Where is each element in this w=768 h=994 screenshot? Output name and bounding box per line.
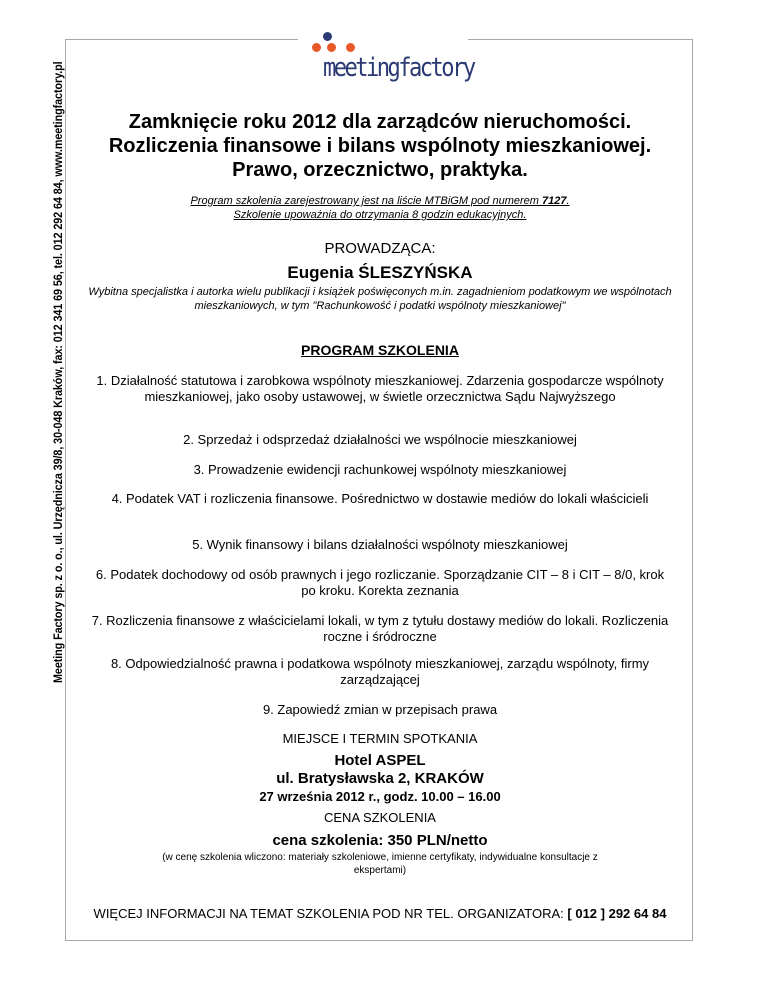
page-title [80, 110, 680, 182]
price-value: cena szkolenia: 350 PLN/netto [272, 832, 488, 849]
program-item-3: 3. Prowadzenie ewidencji rachunkowej wspólnoty mieszkaniowej [193, 462, 567, 477]
title-line-2: Rozliczenia finansowe i bilans wspólnoty mieszkaniowej. [108, 135, 652, 157]
program-item-8: 8. Odpowiedzialność prawna i podatkowa wspólnoty mieszkaniowej, zarządu wspólnoty, firmy zarządzającej [110, 656, 650, 687]
contact-phone: [ 012 ] 292 64 84 [567, 906, 667, 921]
lecturer-name: Eugenia ŚLESZYŃSKA [287, 263, 473, 282]
program-item-4: 4. Podatek VAT i rozliczenia finansowe. Pośrednictwo w dostawie mediów do lokali właścicieli [111, 491, 649, 506]
title-line-1: Zamknięcie roku 2012 dla zarządców nieruchomości. [128, 111, 632, 133]
logo-dot-orange-1 [312, 43, 321, 52]
logo-dots-icon [304, 30, 364, 52]
venue-date: 27 września 2012 r., godz. 10.00 – 16.00 [259, 789, 501, 804]
registration-prefix: Program szkolenia zarejestrowany jest na liście MTBiGM pod numerem [190, 195, 542, 207]
contact-info [70, 906, 690, 921]
logo-dot-orange-3 [346, 43, 355, 52]
lecturer-label: PROWADZĄCA: [324, 240, 436, 257]
logo-dot-orange-2 [327, 43, 336, 52]
registration-number: 7127 [541, 195, 567, 207]
program-item-7: 7. Rozliczenia finansowe z właścicielami lokali, w tym z tytułu dostawy mediów do lokali. Rozliczenia roczne i śródroczne [91, 613, 669, 644]
venue-label: MIEJSCE I TERMIN SPOTKANIA [282, 731, 478, 746]
logo-dot-navy [323, 32, 332, 41]
contact-text: WIĘCEJ INFORMACJI NA TEMAT SZKOLENIA POD NR TEL. ORGANIZATORA: [93, 906, 568, 921]
company-contact-sidebar: Meeting Factory sp. z o. o., ul. Urzędnicza 39/8, 30-048 Kraków, fax: 012 341 69 56, tel. 012 292 64 84, www.meetingfactory.pl [51, 61, 65, 684]
venue-hotel: Hotel ASPEL [334, 752, 426, 769]
registration-note [100, 194, 660, 222]
venue-address: ul. Bratysławska 2, KRAKÓW [276, 770, 484, 787]
program-item-6: 6. Podatek dochodowy od osób prawnych i jego rozliczanie. Sporządzanie CIT – 8 i CIT – 8/0, krok po kroku. Korekta zeznania [95, 567, 665, 598]
price-label: CENA SZKOLENIA [324, 810, 436, 825]
logo-wordmark: meetingfactory [323, 53, 474, 83]
program-heading: PROGRAM SZKOLENIA [301, 342, 459, 358]
lecturer-description: Wybitna specjalistka i autorka wielu publikacji i książek poświęconych m.in. zagadnieniom podatkowym we wspólnotach mieszkaniowych, w tym "Rachunkowość i podatki wspólnoty mieszkaniowej" [88, 286, 672, 312]
registration-line-1 [100, 194, 660, 208]
program-item-2: 2. Sprzedaż i odsprzedaż działalności we wspólnocie mieszkaniowej [183, 432, 577, 447]
program-item-1: 1. Działalność statutowa i zarobkowa wspólnoty mieszkaniowej. Zdarzenia gospodarcze wspólnoty mieszkaniowej, jako osoby ustawowej, w świetle orzecznictwa Sądu Najwyższego [96, 373, 664, 404]
price-note: (w cenę szkolenia wliczono: materiały szkoleniowe, imienne certyfikaty, indywidualne konsultacje z ekspertami) [162, 852, 598, 876]
venue-details [80, 752, 680, 788]
program-item-9: 9. Zapowiedź zmian w przepisach prawa [262, 702, 498, 717]
title-line-3: Prawo, orzecznictwo, praktyka. [232, 159, 528, 181]
program-item-5: 5. Wynik finansowy i bilans działalności wspólnoty mieszkaniowej [192, 537, 568, 552]
registration-line-2: Szkolenie upoważnia do otrzymania 8 godzin edukacyjnych. [233, 209, 527, 221]
registration-suffix: . [566, 195, 570, 207]
